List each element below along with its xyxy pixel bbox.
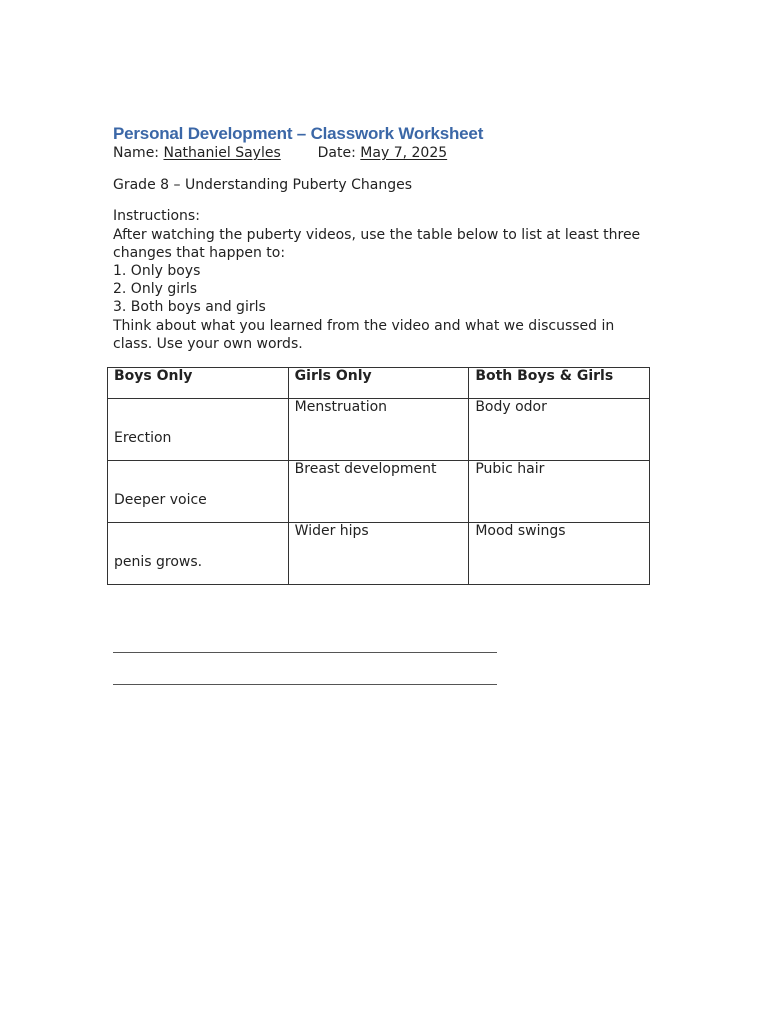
cell-girls (288, 399, 469, 461)
instruction-item-girls: 2. Only girls (113, 281, 198, 297)
worksheet-subtitle: Grade 8 – Understanding Puberty Changes (113, 177, 412, 193)
cell-text: penis grows. (114, 554, 203, 570)
instruction-item-boys: 1. Only boys (113, 263, 201, 279)
instruction-line: changes that happen to: (113, 245, 286, 261)
cell-girls (288, 523, 469, 585)
cell-text: Deeper voice (114, 492, 207, 508)
column-header-boys: Boys Only (108, 368, 289, 399)
cell-text: Body odor (475, 399, 547, 415)
table-row (108, 523, 650, 585)
table-row (108, 399, 650, 461)
cell-boys (108, 399, 289, 461)
cell-boys (108, 523, 289, 585)
student-info-line (113, 145, 447, 161)
cell-text: Breast development (294, 461, 437, 477)
answer-blank-line (113, 684, 497, 685)
table-header-row (108, 368, 650, 399)
cell-both (469, 523, 650, 585)
cell-both (469, 399, 650, 461)
date-label: Date: (317, 145, 356, 161)
cell-boys (108, 461, 289, 523)
cell-text: Wider hips (294, 523, 369, 539)
instruction-item-both: 3. Both boys and girls (113, 299, 266, 315)
instruction-line: After watching the puberty videos, use the table below to list at least three (113, 227, 641, 243)
worksheet-date: May 7, 2025 (360, 145, 448, 161)
name-label: Name: (113, 145, 160, 161)
instruction-line: Think about what you learned from the video and what we discussed in (113, 318, 615, 334)
student-name: Nathaniel Sayles (163, 145, 281, 161)
cell-text: Erection (114, 430, 172, 446)
answer-blank-line (113, 652, 497, 653)
cell-text: Menstruation (294, 399, 388, 415)
table-row (108, 461, 650, 523)
puberty-changes-table (107, 367, 650, 585)
instructions-heading: Instructions: (113, 208, 200, 224)
cell-girls (288, 461, 469, 523)
cell-text: Pubic hair (475, 461, 545, 477)
instruction-line: class. Use your own words. (113, 336, 303, 352)
cell-text: Mood swings (475, 523, 566, 539)
column-header-girls: Girls Only (288, 368, 469, 399)
worksheet-title: Personal Development – Classwork Worksheet (113, 124, 484, 143)
column-header-both: Both Boys & Girls (469, 368, 650, 399)
cell-both (469, 461, 650, 523)
